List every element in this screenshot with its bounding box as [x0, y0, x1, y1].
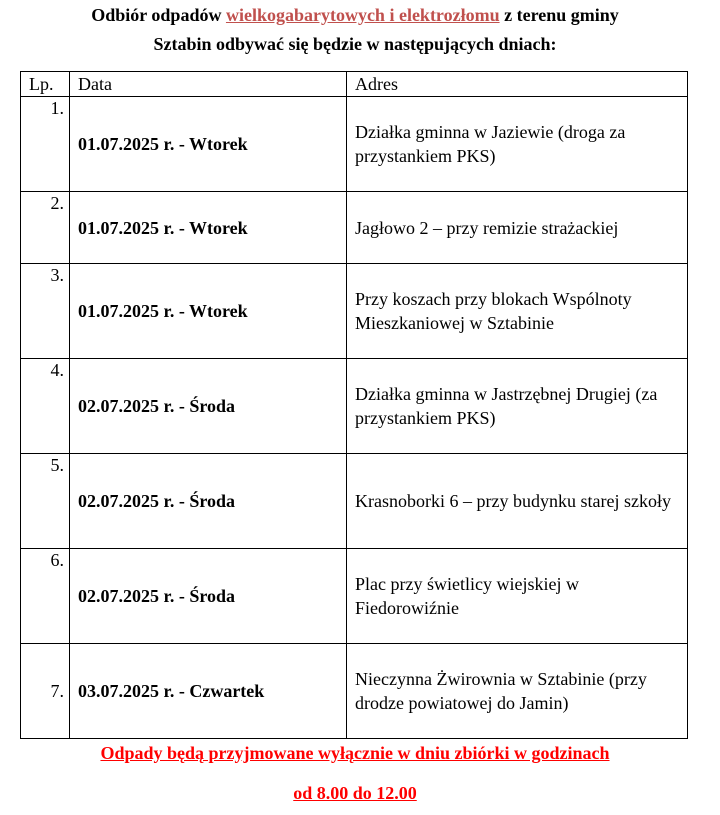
header-line-1-suffix: z terenu gminy — [499, 5, 619, 25]
collection-schedule-table — [20, 71, 688, 739]
table-row — [21, 359, 688, 454]
row-number: 6. — [21, 549, 70, 644]
footer-notice-line-1: Odpady będą przyjmowane wyłącznie w dniu zbiórki w godzinach — [100, 743, 610, 763]
row-address: Plac przy świetlicy wiejskiej w Fiedorowiźnie — [347, 549, 688, 644]
row-date: 01.07.2025 r. - Wtorek — [70, 97, 347, 192]
table-header-row — [21, 72, 688, 97]
row-date: 01.07.2025 r. - Wtorek — [70, 192, 347, 264]
row-number: 4. — [21, 359, 70, 454]
header-line-1 — [0, 4, 710, 26]
column-header-lp: Lp. — [21, 72, 70, 97]
footer-notice-hours: od 8.00 do 12.00 — [293, 783, 417, 803]
table-row — [21, 97, 688, 192]
row-date: 02.07.2025 r. - Środa — [70, 359, 347, 454]
row-number: 1. — [21, 97, 70, 192]
column-header-date: Data — [70, 72, 347, 97]
row-address: Przy koszach przy blokach Wspólnoty Mieszkaniowej w Sztabinie — [347, 264, 688, 359]
table-row — [21, 549, 688, 644]
table-row — [21, 454, 688, 549]
row-address: Krasnoborki 6 – przy budynku starej szkoły — [347, 454, 688, 549]
row-address: Działka gminna w Jaziewie (droga za przystankiem PKS) — [347, 97, 688, 192]
table-row — [21, 192, 688, 264]
row-number: 7. — [21, 644, 70, 739]
table-row — [21, 644, 688, 739]
header-highlight: wielkogabarytowych i elektrozłomu — [225, 5, 500, 25]
row-number: 5. — [21, 454, 70, 549]
table-row — [21, 264, 688, 359]
row-number: 2. — [21, 192, 70, 264]
row-address: Działka gminna w Jastrzębnej Drugiej (za przystankiem PKS) — [347, 359, 688, 454]
row-date: 01.07.2025 r. - Wtorek — [70, 264, 347, 359]
row-address: Jagłowo 2 – przy remizie strażackiej — [347, 192, 688, 264]
row-date: 02.07.2025 r. - Środa — [70, 549, 347, 644]
row-date: 02.07.2025 r. - Środa — [70, 454, 347, 549]
header-line-2: Sztabin odbywać się będzie w następujących dniach: — [153, 34, 557, 54]
row-number: 3. — [21, 264, 70, 359]
header-line-1-prefix: Odbiór odpadów — [91, 5, 226, 25]
row-date: 03.07.2025 r. - Czwartek — [70, 644, 347, 739]
column-header-address: Adres — [347, 72, 688, 97]
row-address: Nieczynna Żwirownia w Sztabinie (przy drodze powiatowej do Jamin) — [347, 644, 688, 739]
